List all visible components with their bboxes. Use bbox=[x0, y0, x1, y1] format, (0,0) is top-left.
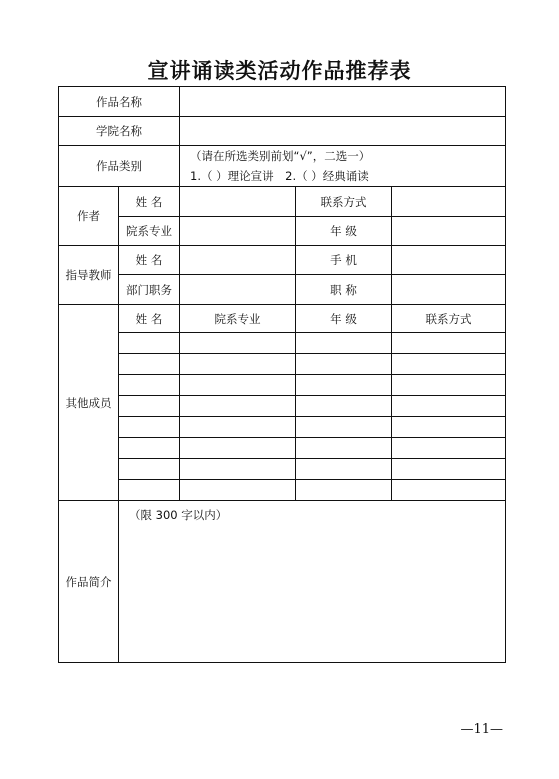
work-category-field[interactable] bbox=[180, 146, 506, 187]
work-category-label: 作品类别 bbox=[59, 146, 180, 187]
member-dept-field[interactable] bbox=[180, 396, 296, 417]
member-grade-field[interactable] bbox=[296, 333, 392, 354]
member-dept-field[interactable] bbox=[180, 375, 296, 396]
recommendation-form-table bbox=[58, 86, 506, 663]
member-dept-field[interactable] bbox=[180, 438, 296, 459]
member-contact-field[interactable] bbox=[392, 480, 506, 501]
advisor-title-field[interactable] bbox=[392, 275, 506, 305]
member-row bbox=[59, 480, 506, 501]
member-grade-field[interactable] bbox=[296, 396, 392, 417]
member-grade-field[interactable] bbox=[296, 417, 392, 438]
advisor-name-field[interactable] bbox=[180, 246, 296, 275]
member-contact-field[interactable] bbox=[392, 459, 506, 480]
advisor-dept-position-label: 部门职务 bbox=[119, 275, 180, 305]
members-header-dept-major: 院系专业 bbox=[180, 305, 296, 333]
work-name-label: 作品名称 bbox=[59, 87, 180, 117]
member-contact-field[interactable] bbox=[392, 417, 506, 438]
advisor-title-label: 职 称 bbox=[296, 275, 392, 305]
author-contact-label: 联系方式 bbox=[296, 187, 392, 217]
member-contact-field[interactable] bbox=[392, 438, 506, 459]
college-name-label: 学院名称 bbox=[59, 117, 180, 146]
work-intro-field[interactable] bbox=[119, 501, 506, 663]
member-name-field[interactable] bbox=[119, 438, 180, 459]
member-name-field[interactable] bbox=[119, 375, 180, 396]
member-name-field[interactable] bbox=[119, 459, 180, 480]
member-dept-field[interactable] bbox=[180, 459, 296, 480]
member-row bbox=[59, 417, 506, 438]
other-members-label: 其他成员 bbox=[59, 305, 119, 501]
college-name-field[interactable] bbox=[180, 117, 506, 146]
members-header-grade: 年 级 bbox=[296, 305, 392, 333]
category-hint: （请在所选类别前划“√”，二选一） bbox=[190, 149, 371, 163]
member-dept-field[interactable] bbox=[180, 417, 296, 438]
intro-hint: （限 300 字以内） bbox=[129, 508, 228, 522]
author-dept-major-label: 院系专业 bbox=[119, 217, 180, 246]
work-name-field[interactable] bbox=[180, 87, 506, 117]
advisor-phone-field[interactable] bbox=[392, 246, 506, 275]
author-label: 作者 bbox=[59, 187, 119, 246]
author-contact-field[interactable] bbox=[392, 187, 506, 217]
member-row bbox=[59, 396, 506, 417]
member-grade-field[interactable] bbox=[296, 459, 392, 480]
member-name-field[interactable] bbox=[119, 480, 180, 501]
member-contact-field[interactable] bbox=[392, 375, 506, 396]
member-row bbox=[59, 333, 506, 354]
member-contact-field[interactable] bbox=[392, 333, 506, 354]
member-grade-field[interactable] bbox=[296, 480, 392, 501]
page-number: —11— bbox=[460, 722, 503, 737]
member-name-field[interactable] bbox=[119, 333, 180, 354]
advisor-name-label: 姓 名 bbox=[119, 246, 180, 275]
member-row bbox=[59, 354, 506, 375]
member-dept-field[interactable] bbox=[180, 354, 296, 375]
advisor-phone-label: 手 机 bbox=[296, 246, 392, 275]
member-row bbox=[59, 459, 506, 480]
author-name-label: 姓 名 bbox=[119, 187, 180, 217]
member-dept-field[interactable] bbox=[180, 480, 296, 501]
author-grade-field[interactable] bbox=[392, 217, 506, 246]
form-title: 宣讲诵读类活动作品推荐表 bbox=[147, 58, 412, 83]
member-grade-field[interactable] bbox=[296, 438, 392, 459]
member-name-field[interactable] bbox=[119, 354, 180, 375]
author-name-field[interactable] bbox=[180, 187, 296, 217]
members-header-name: 姓 名 bbox=[119, 305, 180, 333]
member-contact-field[interactable] bbox=[392, 396, 506, 417]
advisor-dept-position-field[interactable] bbox=[180, 275, 296, 305]
member-contact-field[interactable] bbox=[392, 354, 506, 375]
member-grade-field[interactable] bbox=[296, 375, 392, 396]
author-grade-label: 年 级 bbox=[296, 217, 392, 246]
member-dept-field[interactable] bbox=[180, 333, 296, 354]
member-name-field[interactable] bbox=[119, 396, 180, 417]
member-row bbox=[59, 438, 506, 459]
member-row bbox=[59, 375, 506, 396]
category-options: 1.（ ）理论宣讲 2.（ ）经典诵读 bbox=[190, 169, 369, 183]
members-header-contact: 联系方式 bbox=[392, 305, 506, 333]
member-name-field[interactable] bbox=[119, 417, 180, 438]
author-dept-major-field[interactable] bbox=[180, 217, 296, 246]
member-grade-field[interactable] bbox=[296, 354, 392, 375]
advisor-label: 指导教师 bbox=[59, 246, 119, 305]
work-intro-label: 作品简介 bbox=[59, 501, 119, 663]
